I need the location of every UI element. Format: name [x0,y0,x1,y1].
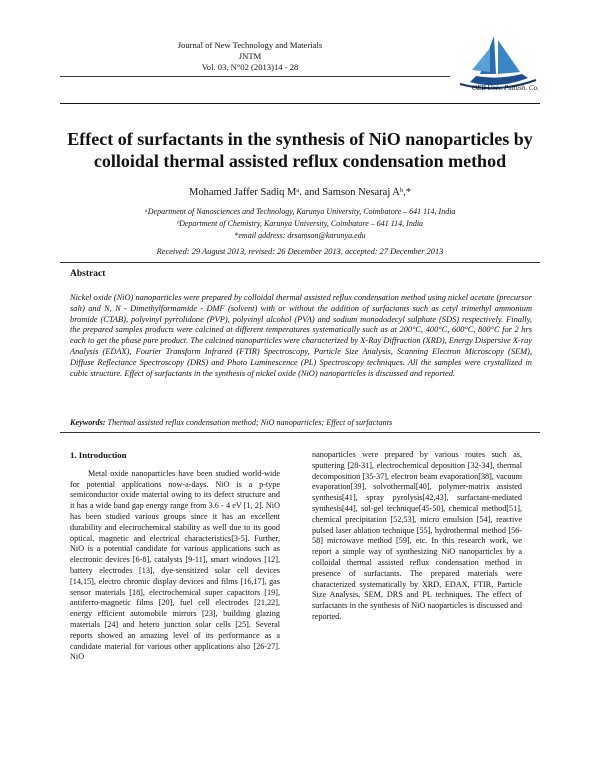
received-dates: Received: 29 August 2013, revised: 26 December 2013, accepted: 27 December 2013 [156,247,444,256]
title-top-rule [60,103,540,104]
intro-paragraph-right: nanoparticles were prepared by various routes such as, sputtering [28-31], electrochemical deposition [32-34], thermal decomposition [35-37], electron beam evaporation[38], vacuum evaporation[39], solvothermal[40], polymer-matrix assisted synthesis[41], spray pyrolysis[42,43], surfactant-mediated synthesis[44], sol-gel technique[45-50], chemical method[51], chemical precipitation [52,53], micro emulsion [54], reactive pulsed laser ablation technique [55], hydrothermal method [56-58] microwave method [59], etc. In this research work, we report a simple way of synthesizing NiO nanoparticles by a colloidal thermal assisted reflux condensation method in presence of surfactants. The prepared materials were characterized systematically by XRD, EDAX, FTIR, Particle Size Analysis, SEM, DRS and PL techniques. The effect of surfactants in the synthesis of NiO naoparticles is discussed and reported. [312,450,522,621]
intro-right-column [312,450,522,623]
affiliation-b: ᵇDepartment of Chemistry, Karunya University, Coimbatore – 641 114, India [176,219,424,228]
abstract-text: Nickel oxide (NiO) nanoparticles were prepared by colloidal thermal assisted reflux condensation method using nickel acetate (precursor salt) and N, N - Dimethylformamide - DMF (solvent) with or without the addition of surfactants such as cetyl trimethyl ammonium bromide (CTAB), polyvinyl pyrrolidone (PVP), polyvinyl alcohol (PVA) and sodium monododecyl sulphate (SDS) respectively. Finally, the prepared samples products were calcined at different temperatures systematically such as at 200°C, 400°C, 600°C, 800°C for 2 hrs each to get the phase pure product. The calcined nanoparticles were characterized by X-Ray Diffraction (XRD), Energy Dispersive X-ray Analysis (EDAX), Fourier Transform Infrared (FTIR) Spectroscopy, Particle Size Analysis, Scanning Electron Microscopy (SEM), Diffuse Reflectance Spectroscopy (DRS) and Photo Luminescence (PL) Spectroscopy techniques. All the samples were crystallized in cubic structure. Effect of surfactants in the synthesis of nickel oxide (NiO) nanoparticles is discussed and reported. [70,293,532,378]
keywords-text: Thermal assisted reflux condensation method; NiO nanoparticles; Effect of surfactants [107,418,393,427]
intro-left-column [70,450,280,663]
authors: Mohamed Jaffer Sadiq Mᵃ. and Samson Nesaraj Aᵇ,* [188,187,411,198]
abstract-bottom-rule [60,432,540,433]
journal-name: Journal of New Technology and Materials [177,40,323,50]
intro-paragraph-left: Metal oxide nanoparticles have been studied world-wide for potential applications now-a-days. NiO is a p-type semiconductor oxide material owing to its defect structure and it has a wide band gap energy range from 3.6 - 4 eV [1, 2]. NiO has been studied various groups since it has an excellent durability and electrochemical stability as well due to its good optical, magnetic and electrical characteristics[3-5]. Further, NiO is a potential candidate for various applications such as electronic devices [6-8], catalysts [9-11], smart windows [12], battery electrodes [13], dye-sensitized solar cell devices [14,15], electro chromic display devices and films [16,17], gas sensor materials [18], electrochemical super capacitors [19], antiferro-magnetic films [20], fuel cell electrodes [21,22], energy efficient automobile mirrors [23], building glazing materials [24] and hetero junction solar cells [25]. Several reports showed an amazing level of its performance as a candidate material for various other applications also [26-27]. NiO [70,468,280,662]
keywords-line [70,418,532,427]
ship-logo-icon [450,30,545,90]
title-line-1: Effect of surfactants in the synthesis of NiO nanoparticles by [67,129,533,149]
title-line-2: colloidal thermal assisted reflux condensation method [93,151,507,171]
paper-title [60,128,540,172]
journal-header [60,40,440,73]
abstract-heading: Abstract [70,269,106,279]
abstract-top-rule [60,262,540,263]
publisher-name: OEB Univ. Publish. Co. [472,84,539,92]
journal-volume: Vol. 03, N°02 (2013)14 - 28 [201,62,299,72]
publisher-logo [450,30,545,105]
affiliation-a: ᵃDepartment of Nanosciences and Technology, Karunya University, Coimbatore – 641 114, India [144,207,456,216]
keywords-label: Keywords: [70,418,106,427]
email-address: *email address: drsamson@karunya.edu [234,231,366,240]
intro-heading: 1. Introduction [70,450,127,460]
header-rule [60,76,450,77]
journal-abbrev: JNTM [238,51,262,61]
